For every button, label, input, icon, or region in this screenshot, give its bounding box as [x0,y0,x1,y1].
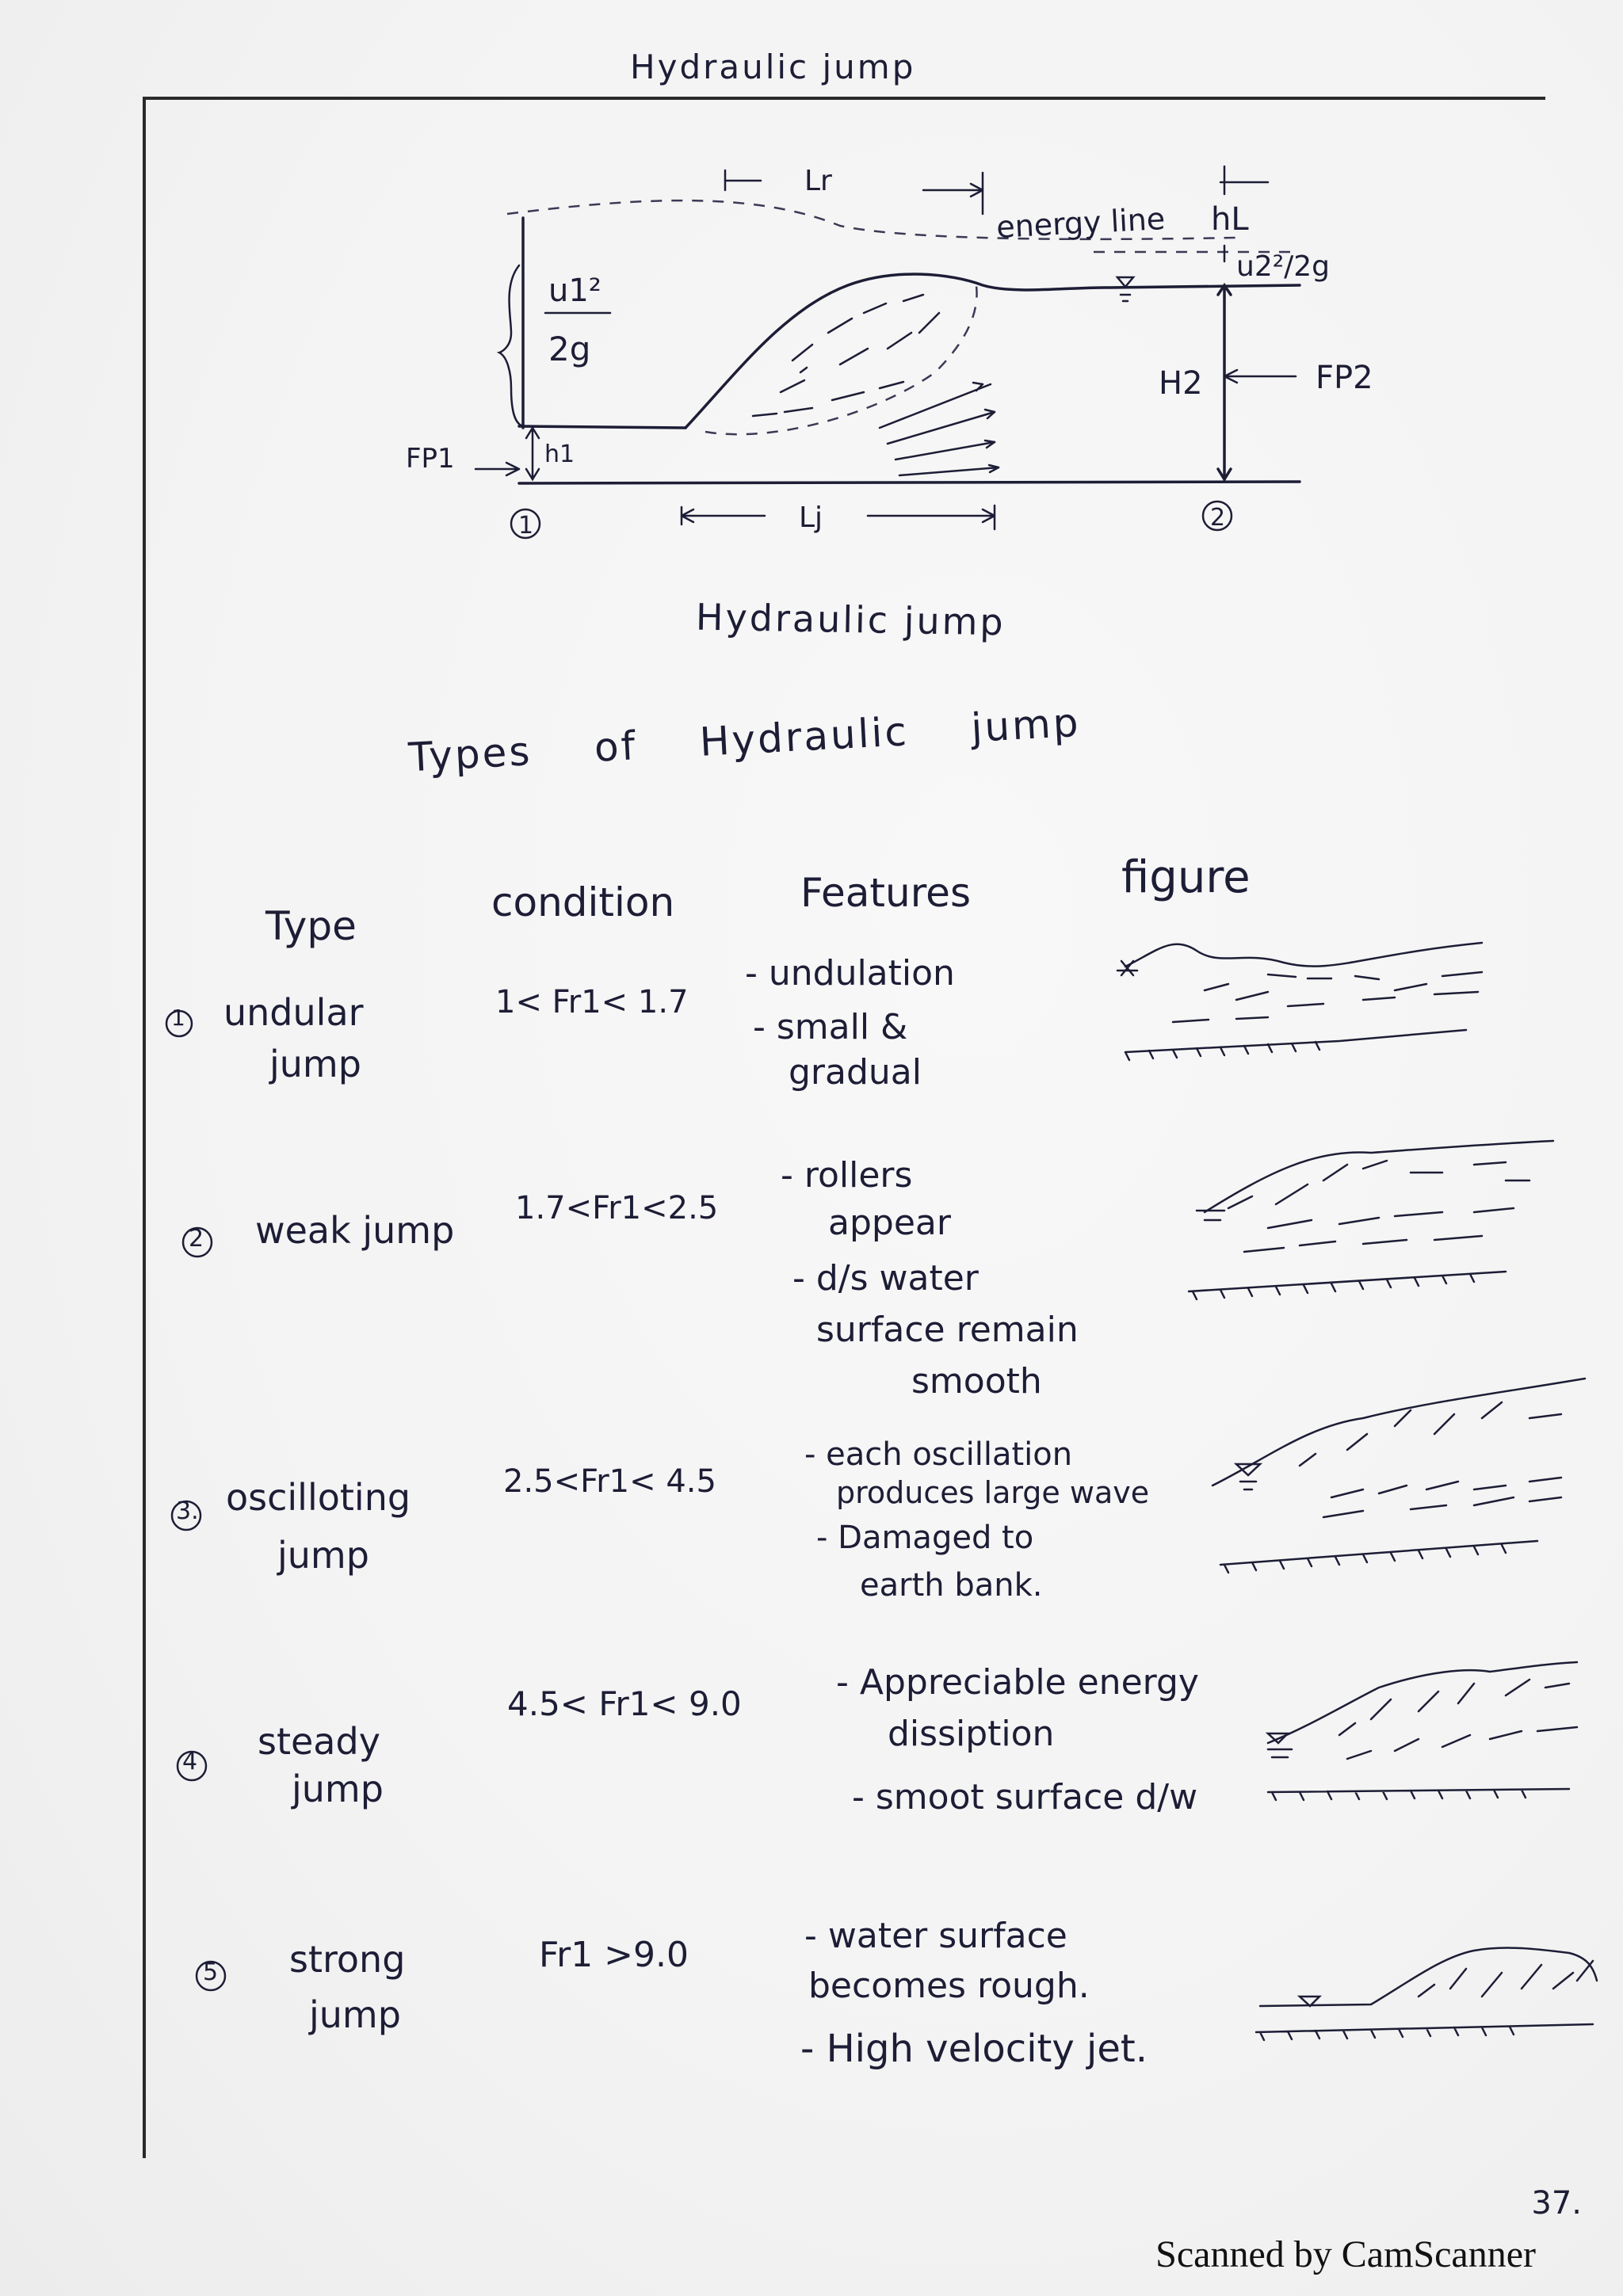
row-5-feature-1: - water surface [804,1916,1067,1956]
types-heading: Types of Hydraulic jump [407,699,1082,781]
roller-arrows-lower [753,382,903,416]
row-4-type-line2: jump [292,1768,384,1810]
velocity-head-2-label: u2²/2g [1236,250,1331,283]
fp1-force-arrow [475,463,519,475]
row-5-feature-2: becomes rough. [808,1966,1090,2006]
row-1-feature-1: - undulation [745,953,955,994]
row-1-type-line2: jump [269,1043,361,1085]
roller-arrows-middle [840,313,939,364]
channel-bed [519,482,1300,483]
steady-jump-figure [1268,1662,1577,1800]
row-2-feature-3: - d/s water [792,1258,979,1299]
jet-flow-arrows [880,384,999,475]
roller-length-label: Lr [804,165,832,197]
oscillating-jump-figure [1212,1379,1585,1573]
row-2-feature-4: surface remain [816,1310,1079,1350]
row-4-number: 4 [182,1748,198,1775]
h2-depth-arrow [1218,285,1231,479]
row-2-feature-2: appear [828,1203,951,1243]
water-surface-symbol [1117,277,1133,301]
force-2-label: FP2 [1316,360,1373,396]
row-1-feature-3: gradual [789,1052,922,1093]
jump-surface-profile [685,274,1300,428]
lj-dimension-right [868,505,995,529]
row-2-type: weak jump [255,1209,455,1252]
roller-boundary [705,277,977,434]
row-1-type: undular [223,991,364,1034]
row-3-condition: 2.5<Fr1< 4.5 [503,1463,716,1500]
scanner-watermark: Scanned by CamScanner [1155,2233,1536,2275]
row-3-type-line2: jump [277,1534,369,1577]
row-4-condition: 4.5< Fr1< 9.0 [507,1684,742,1723]
row-5-condition: Fr1 >9.0 [539,1935,689,1975]
section-1-label: 1 [518,512,534,540]
row-4-feature-1: - Appreciable energy [836,1662,1199,1703]
undular-jump-figure [1117,943,1482,1060]
depth-2-label: H2 [1159,365,1203,402]
column-header-features: Features [800,870,971,916]
upstream-water-surface [519,426,685,428]
h1-depth-arrow [526,428,539,479]
row-3-feature-4: earth bank. [860,1567,1043,1604]
row-4-type: steady [258,1720,380,1763]
row-1-feature-2: - small & [753,1007,908,1047]
section-2-label: 2 [1210,504,1226,532]
row-3-type: oscilloting [226,1476,411,1519]
row-2-number: 2 [189,1225,204,1253]
roller-arrow [781,368,807,392]
head-loss-label: hL [1211,201,1249,238]
page-title: Hydraulic jump [630,48,916,86]
lj-dimension-left [682,507,765,524]
strong-jump-figure [1256,1948,1597,2040]
row-5-number: 5 [203,1958,219,1986]
row-5-type-line2: jump [309,1993,401,2036]
row-5-feature-3: - High velocity jet. [800,2027,1148,2071]
energy-line-label: energy line [995,200,1167,245]
row-3-feature-1: - each oscillation [804,1436,1073,1473]
velocity-head-1-numerator: u1² [548,273,601,309]
column-header-type: Type [265,903,357,949]
row-4-feature-2: dissiption [888,1714,1055,1754]
row-2-condition: 1.7<Fr1<2.5 [515,1190,719,1226]
page-number: 37. [1531,2185,1582,2222]
row-2-feature-1: - rollers [781,1155,913,1196]
row-1-condition: 1< Fr1< 1.7 [495,984,689,1020]
row-3-number: 3. [176,1497,199,1525]
diagram-caption: Hydraulic jump [695,595,1006,644]
row-3-feature-3: - Damaged to [816,1520,1034,1556]
velocity-head-1-denominator: 2g [548,330,591,368]
row-1-number: 1 [171,1005,185,1031]
depth-1-label: h1 [544,441,575,468]
velocity-head-brace [499,265,523,426]
row-2-feature-5: smooth [911,1361,1042,1402]
force-1-label: FP1 [406,443,455,475]
jump-length-label: Lj [799,502,823,534]
lr-tick-right [971,173,983,214]
jet-arrow-heads [973,383,999,472]
column-header-condition: condition [491,879,675,925]
row-3-feature-2: produces large wave [836,1475,1150,1510]
fp2-force-arrow [1224,370,1296,383]
row-4-feature-3: - smoot surface d/w [852,1777,1198,1817]
row-5-type: strong [289,1938,406,1981]
weak-jump-figure [1189,1141,1553,1299]
column-header-figure: figure [1121,852,1251,903]
